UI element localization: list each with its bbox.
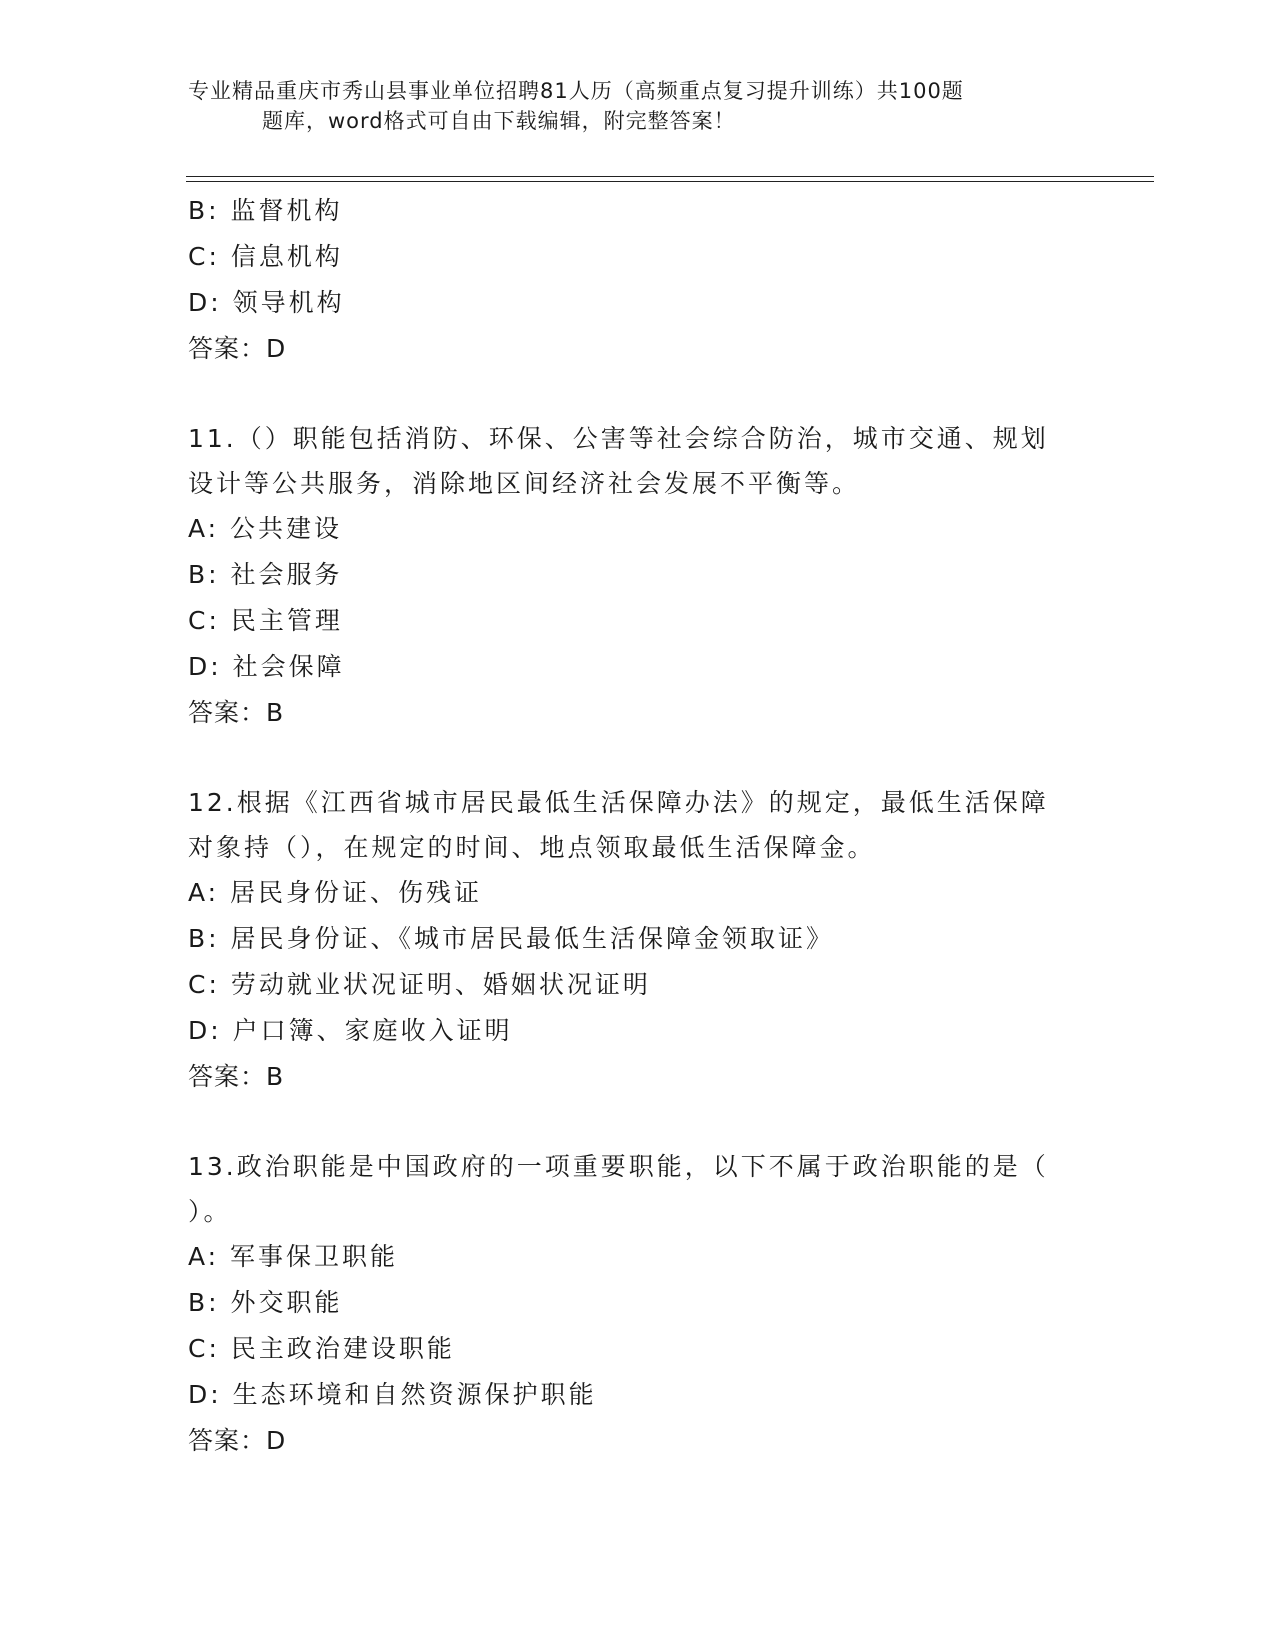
question-12 (188, 780, 1088, 1100)
question-stem-line-2: ）。 (188, 1197, 232, 1226)
header-rule-bottom (186, 181, 1154, 182)
option-d: D: 生态环境和自然资源保护职能 (188, 1380, 597, 1409)
answer-line: 答案：D (188, 1426, 287, 1455)
option-b: B: 社会服务 (188, 560, 343, 589)
question-stem-line-1: 12.根据《江西省城市居民最低生活保障办法》的规定，最低生活保障 (188, 788, 1049, 817)
header-line-1: 专业精品重庆市秀山县事业单位招聘81人历（高频重点复习提升训练）共100题 (188, 79, 964, 103)
header-rule-top (186, 176, 1154, 177)
question-13 (188, 1144, 1088, 1464)
header-line-2: 题库，word格式可自由下载编辑，附完整答案！ (262, 109, 736, 133)
option-d: D: 领导机构 (188, 288, 345, 317)
question-stem-line-2: 设计等公共服务，消除地区间经济社会发展不平衡等。 (188, 469, 861, 498)
option-d: D: 社会保障 (188, 652, 345, 681)
document-body (188, 188, 1088, 1464)
option-c: C: 民主管理 (188, 606, 343, 635)
answer-line: 答案：B (188, 698, 285, 727)
option-c: C: 劳动就业状况证明、婚姻状况证明 (188, 970, 651, 999)
option-c: C: 民主政治建设职能 (188, 1334, 455, 1363)
question-11 (188, 416, 1088, 736)
option-a: A: 公共建设 (188, 514, 343, 543)
option-b: B: 外交职能 (188, 1288, 343, 1317)
question-stem-line-2: 对象持（），在规定的时间、地点领取最低生活保障金。 (188, 833, 876, 862)
option-d: D: 户口簿、家庭收入证明 (188, 1016, 513, 1045)
question-stem-line-1: 13.政治职能是中国政府的一项重要职能，以下不属于政治职能的是（ (188, 1152, 1049, 1181)
prev-question-block (188, 188, 1088, 372)
document-header (188, 76, 1068, 136)
question-stem-line-1: 11.（）职能包括消防、环保、公害等社会综合防治，城市交通、规划 (188, 424, 1049, 453)
answer-line: 答案：D (188, 334, 287, 363)
option-a: A: 军事保卫职能 (188, 1242, 399, 1271)
option-b: B: 居民身份证、《城市居民最低生活保障金领取证》 (188, 924, 835, 953)
option-b: B: 监督机构 (188, 196, 343, 225)
answer-line: 答案：B (188, 1062, 285, 1091)
option-a: A: 居民身份证、伤残证 (188, 878, 483, 907)
option-c: C: 信息机构 (188, 242, 343, 271)
